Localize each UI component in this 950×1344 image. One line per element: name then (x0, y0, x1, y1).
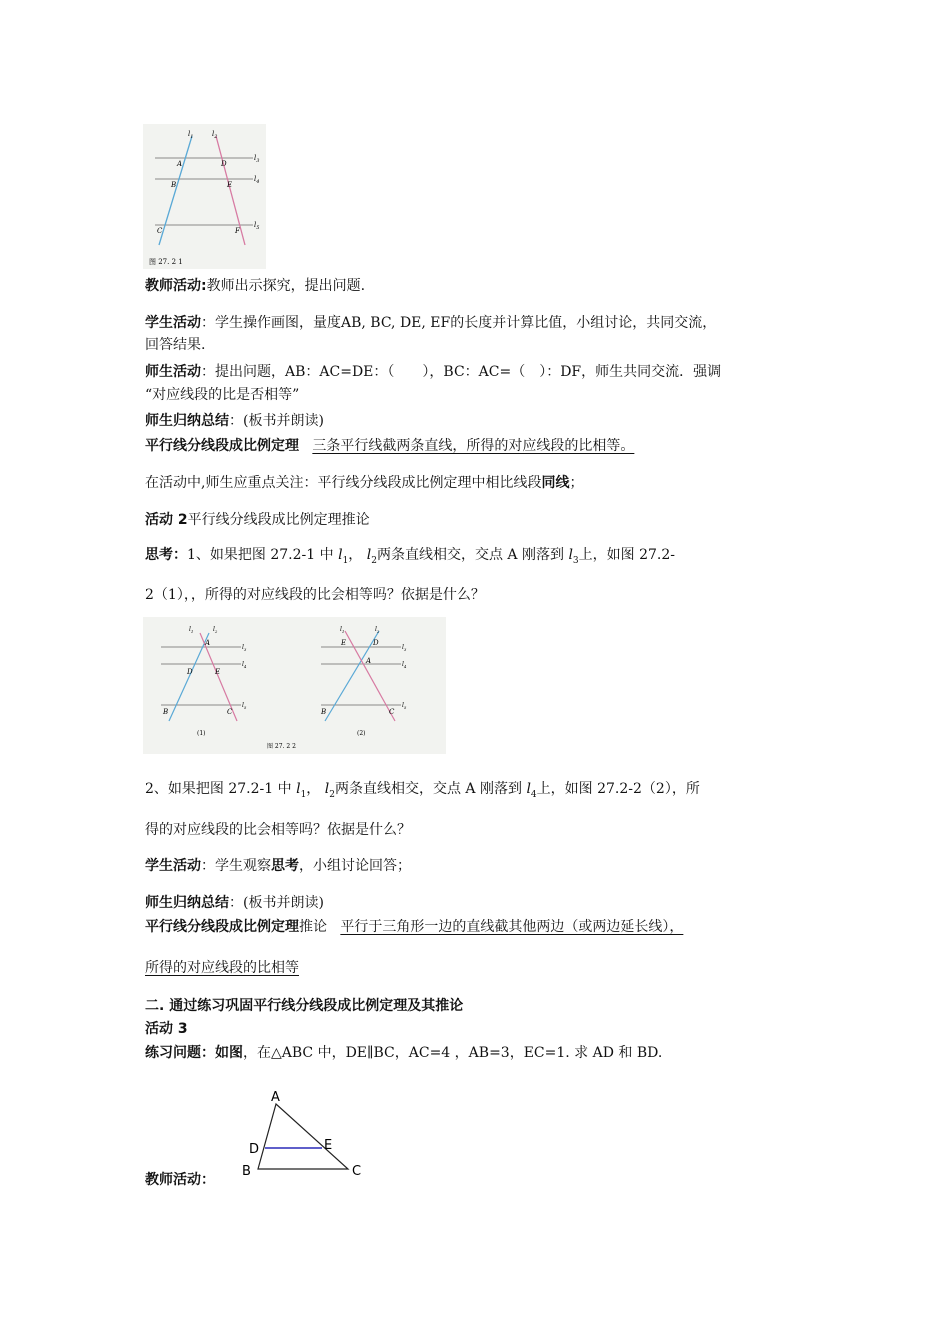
practice-problem: 练习问题：如图，在△ABC 中，DE∥BC，AC=4 ，AB=3，EC=1. 求 AD 和 BD. (145, 1045, 663, 1061)
svg-text:l3: $l_3$ (254, 154, 260, 164)
svg-text:C: C (157, 227, 163, 235)
svg-text:A: A (177, 160, 183, 168)
section-2-heading: 二. 通过练习巩固平行线分线段成比例定理及其推论 (145, 998, 464, 1014)
svg-text:l1: $l_1$ (188, 130, 194, 140)
student-activity-1-cont: 回答结果. (145, 337, 206, 353)
svg-text:E: E (215, 668, 221, 676)
student-activity-2: 学生活动：学生观察思考，小组讨论回答； (145, 858, 411, 874)
teacher-activity-1: 教师活动:教师出示探究，提出问题. (145, 278, 366, 294)
think-question-2: 2、如果把图 27.2-1 中 $l_1$， $l_2$两条直线相交，交点 A 刚落到 $l_4$上，如图 27.2-2（2），所 (145, 781, 700, 800)
svg-text:B: B (163, 708, 169, 716)
svg-text:A: A (366, 657, 372, 665)
student-activity-1: 学生活动：学生操作画图，量度AB, BC, DE, EF的长度并计算比值，小组讨论，共同交流， (145, 315, 717, 331)
svg-text:C: C (227, 708, 233, 716)
svg-text:l2: $l_2$ (212, 130, 218, 140)
think-question-1-cont: 2（1），，所得的对应线段的比会相等吗？依据是什么？ (145, 587, 485, 603)
teacher-activity-2: 教师活动： (145, 1172, 215, 1188)
triangle-abc-figure (238, 1088, 373, 1183)
svg-text:l3: $l_3$ (242, 644, 247, 652)
focus-note: 在活动中,师生应重点关注：平行线分线段成比例定理中相比线段同线； (145, 475, 584, 491)
summary-heading-1: 师生归纳总结：(板书并朗读) (145, 413, 324, 429)
svg-text:A: A (271, 1090, 280, 1105)
svg-text:图 27. 2 1: 图 27. 2 1 (149, 258, 183, 266)
svg-text:l5: $l_5$ (402, 702, 407, 710)
activity-3-heading: 活动 3 (145, 1021, 188, 1037)
svg-text:E: E (341, 639, 347, 647)
svg-text:B: B (242, 1164, 251, 1179)
corollary-statement-cont: 所得的对应线段的比相等 (145, 960, 299, 976)
figure-27-2-2 (143, 617, 446, 754)
figure-27-2-1-diagram (143, 124, 266, 269)
activity-2-heading: 活动 2平行线分线段成比例定理推论 (145, 512, 370, 528)
think-question-2-cont: 得的对应线段的比会相等吗？依据是什么？ (145, 822, 411, 838)
svg-text:E: E (324, 1138, 333, 1153)
svg-text:D: D (221, 160, 227, 168)
summary-heading-2: 师生归纳总结：(板书并朗读) (145, 895, 324, 911)
svg-text:D: D (249, 1142, 260, 1157)
figure-27-2-2-diagram (143, 617, 446, 754)
think-question-1: 思考：1、如果把图 27.2-1 中 $l_1$， $l_2$两条直线相交，交点 A 刚落到 $l_3$上，如图 27.2- (145, 547, 676, 566)
corollary-statement: 平行线分线段成比例定理推论 平行于三角形一边的直线截其他两边（或两边延长线）， (145, 919, 684, 935)
svg-text:l5: $l_5$ (254, 221, 260, 231)
svg-text:D: D (373, 639, 379, 647)
svg-text:l1: $l_1$ (189, 626, 194, 634)
svg-text:l4: $l_4$ (254, 175, 260, 185)
svg-text:l3: $l_3$ (402, 644, 407, 652)
svg-text:B: B (321, 708, 327, 716)
svg-text:D: D (187, 668, 193, 676)
svg-text:l4: $l_4$ (402, 661, 407, 669)
figure-27-2-1 (143, 124, 266, 269)
teacher-student-activity: 师生活动：提出问题，AB：AC=DE：（ ），BC：AC=（ ）：DF，师生共同交流．强调 (145, 364, 722, 380)
svg-text:(1): (1) (197, 730, 206, 737)
svg-text:l5: $l_5$ (242, 702, 247, 710)
svg-text:A: A (205, 639, 211, 647)
svg-text:l4: $l_4$ (242, 661, 247, 669)
svg-text:F: F (235, 227, 240, 235)
svg-text:l2: $l_2$ (213, 626, 218, 634)
svg-text:E: E (227, 181, 233, 189)
svg-text:图 27. 2 2: 图 27. 2 2 (267, 743, 296, 750)
teacher-student-activity-cont: “对应线段的比是否相等” (145, 387, 300, 403)
svg-text:C: C (352, 1164, 362, 1179)
theorem-statement: 平行线分线段成比例定理 三条平行线截两条直线，所得的对应线段的比相等。 (145, 438, 635, 454)
svg-text:C: C (389, 708, 395, 716)
svg-text:l2: $l_2$ (375, 626, 380, 634)
svg-text:l1: $l_1$ (340, 626, 345, 634)
svg-text:(2): (2) (357, 730, 366, 737)
svg-text:B: B (171, 181, 177, 189)
